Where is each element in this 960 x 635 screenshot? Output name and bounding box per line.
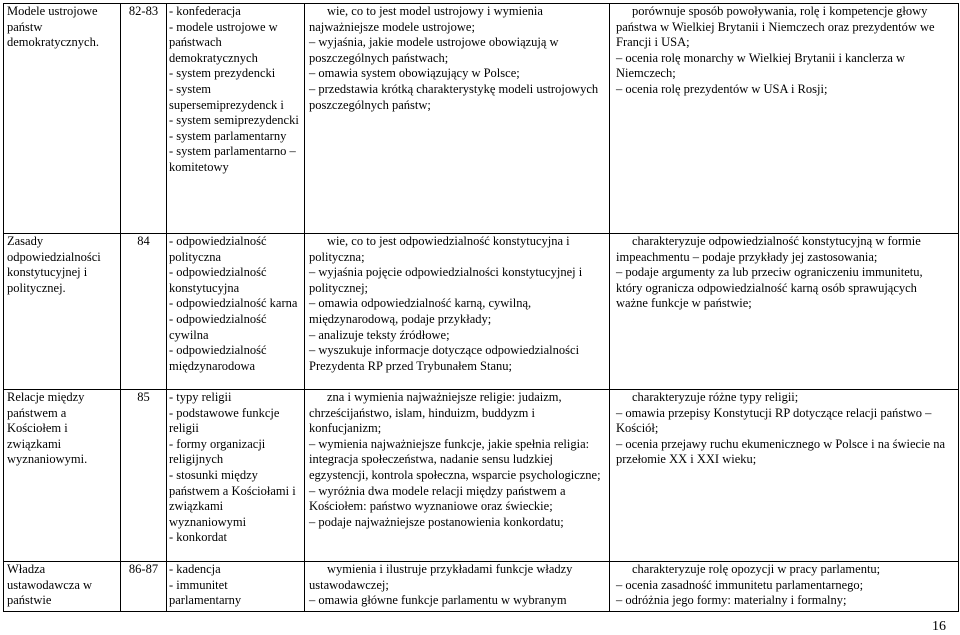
content-item: - konkordat bbox=[169, 530, 227, 545]
extended-requirements-cell bbox=[610, 562, 959, 612]
extended-requirements-cell bbox=[610, 234, 959, 390]
content-item: - typy religii bbox=[169, 390, 232, 404]
requirement-item: – ocenia przejawy ruchu ekumenicznego w Polsce i na świecie na przełomie XX i XXI wieku; bbox=[616, 436, 946, 467]
requirement-item: – podaje najważniejsze postanowienia konkordatu; bbox=[309, 514, 564, 529]
requirement-item: – ocenia zasadność immunitetu parlamentarnego; bbox=[616, 577, 864, 592]
requirement-item: zna i wymienia najważniejsze religie: judaizm, chrześcijaństwo, islam, hinduizm, buddyzm i konfucjanizm; bbox=[309, 390, 562, 436]
hours-text: 86-87 bbox=[128, 562, 159, 576]
content-item: - odpowiedzialność karna bbox=[169, 296, 298, 311]
extended-requirements-cell bbox=[610, 390, 959, 562]
content-item: - immunitet parlamentarny bbox=[169, 577, 242, 608]
requirement-item: – ocenia rolę monarchy w Wielkiej Brytanii i kanclerza w Niemczech; bbox=[616, 50, 906, 81]
requirement-item: – ocenia rolę prezydentów w USA i Rosji; bbox=[616, 81, 828, 96]
hours-text: 82-83 bbox=[128, 4, 159, 18]
requirement-item: – omawia główne funkcje parlamentu w wybranym bbox=[309, 593, 567, 608]
content-item: - system semiprezydencki bbox=[169, 113, 299, 128]
content-item: - odpowiedzialność cywilna bbox=[169, 311, 267, 342]
content-item: - system parlamentarno – komitetowy bbox=[169, 144, 296, 174]
requirement-item: porównuje sposób powoływania, rolę i kompetencje głowy państwa w Wielkiej Brytanii i Niemczech oraz prezydentów we Francji i USA; bbox=[616, 4, 935, 50]
content-cell bbox=[167, 234, 305, 390]
content-item: - system supersemiprezydenck i bbox=[169, 81, 284, 112]
requirement-item: charakteryzuje rolę opozycji w pracy parlamentu; bbox=[632, 562, 881, 576]
hours-cell bbox=[121, 562, 167, 612]
topic-text: Władza ustawodawcza w państwie bbox=[7, 562, 93, 608]
table-row bbox=[4, 390, 959, 562]
requirement-item: charakteryzuje odpowiedzialność konstytucyjną w formie impeachmentu – podaje przykłady jej zastosowania; bbox=[616, 234, 921, 264]
hours-cell bbox=[121, 234, 167, 390]
topic-cell bbox=[4, 390, 121, 562]
content-item: - konfederacja bbox=[169, 4, 241, 18]
hours-text: 84 bbox=[137, 234, 150, 248]
requirement-item: charakteryzuje różne typy religii; bbox=[632, 390, 799, 404]
table-row bbox=[4, 4, 959, 234]
basic-requirements-cell bbox=[305, 234, 610, 390]
requirement-item: – wyjaśnia, jakie modele ustrojowe obowiązują w poszczególnych państwach; bbox=[309, 35, 559, 65]
content-item: - system prezydencki bbox=[169, 66, 276, 81]
basic-requirements-cell bbox=[305, 4, 610, 234]
page-number: 16 bbox=[932, 619, 946, 634]
basic-requirements-cell bbox=[305, 390, 610, 562]
requirement-item: – wymienia najważniejsze funkcje, jakie spełnia religia: integracja społeczeństwa, nadanie sensu ludzkiej egzystencji, kontrola społeczna, wsparcie psychologiczne; bbox=[309, 436, 601, 482]
requirement-item: – omawia system obowiązujący w Polsce; bbox=[309, 66, 520, 81]
requirement-item: – omawia odpowiedzialność karną, cywilną, międzynarodową, podaje przykłady; bbox=[309, 296, 532, 326]
requirement-item: – wyjaśnia pojęcie odpowiedzialności konstytucyjnej i politycznej; bbox=[309, 265, 583, 295]
topic-cell bbox=[4, 4, 121, 234]
content-item: - stosunki między państwem a Kościołami i związkami wyznaniowymi bbox=[169, 467, 296, 529]
content-item: - system parlamentarny bbox=[169, 128, 287, 143]
content-item: - kadencja bbox=[169, 562, 221, 576]
topic-cell bbox=[4, 234, 121, 390]
content-item: - odpowiedzialność polityczna bbox=[169, 234, 267, 264]
requirement-item: wie, co to jest odpowiedzialność konstytucyjna i polityczna; bbox=[309, 234, 570, 264]
content-item: - modele ustrojowe w państwach demokratycznych bbox=[169, 19, 278, 65]
requirement-item: – odróżnia jego formy: materialny i formalny; bbox=[616, 593, 847, 608]
content-cell bbox=[167, 562, 305, 612]
table-row bbox=[4, 234, 959, 390]
curriculum-table bbox=[3, 3, 959, 612]
hours-cell bbox=[121, 390, 167, 562]
content-item: - podstawowe funkcje religii bbox=[169, 405, 280, 436]
topic-cell bbox=[4, 562, 121, 612]
requirement-item: – wyszukuje informacje dotyczące odpowiedzialności Prezydenta RP przed Trybunałem Stanu; bbox=[309, 343, 580, 373]
hours-cell bbox=[121, 4, 167, 234]
requirement-item: – przedstawia krótką charakterystykę modeli ustrojowych poszczególnych państw; bbox=[309, 81, 599, 112]
requirement-item: – analizuje teksty źródłowe; bbox=[309, 327, 450, 342]
content-item: - odpowiedzialność międzynarodowa bbox=[169, 343, 267, 373]
requirement-item: wymienia i ilustruje przykładami funkcje władzy ustawodawczej; bbox=[309, 562, 573, 592]
topic-text: Relacje między państwem a Kościołem i związkami wyznaniowymi. bbox=[7, 390, 88, 467]
hours-text: 85 bbox=[137, 390, 150, 404]
requirement-item: – wyróżnia dwa modele relacji między państwem a Kościołem: państwo wyznaniowe oraz świeckie; bbox=[309, 483, 566, 514]
basic-requirements-cell bbox=[305, 562, 610, 612]
requirement-item: wie, co to jest model ustrojowy i wymienia najważniejsze modele ustrojowe; bbox=[309, 4, 543, 34]
table-row bbox=[4, 562, 959, 612]
content-item: - odpowiedzialność konstytucyjna bbox=[169, 265, 267, 295]
topic-text: Modele ustrojowe państw demokratycznych. bbox=[7, 4, 99, 50]
content-item: - formy organizacji religijnych bbox=[169, 436, 266, 467]
extended-requirements-cell bbox=[610, 4, 959, 234]
requirement-item: – omawia przepisy Konstytucji RP dotyczące relacji państwo – Kościół; bbox=[616, 405, 932, 436]
content-cell bbox=[167, 4, 305, 234]
requirement-item: – podaje argumenty za lub przeciw ograniczeniu immunitetu, który ogranicza odpowiedzialność karną osób sprawujących ważne funkcje w państwie; bbox=[616, 265, 923, 311]
topic-text: Zasady odpowiedzialności konstytucyjnej i politycznej. bbox=[7, 234, 101, 295]
content-cell bbox=[167, 390, 305, 562]
